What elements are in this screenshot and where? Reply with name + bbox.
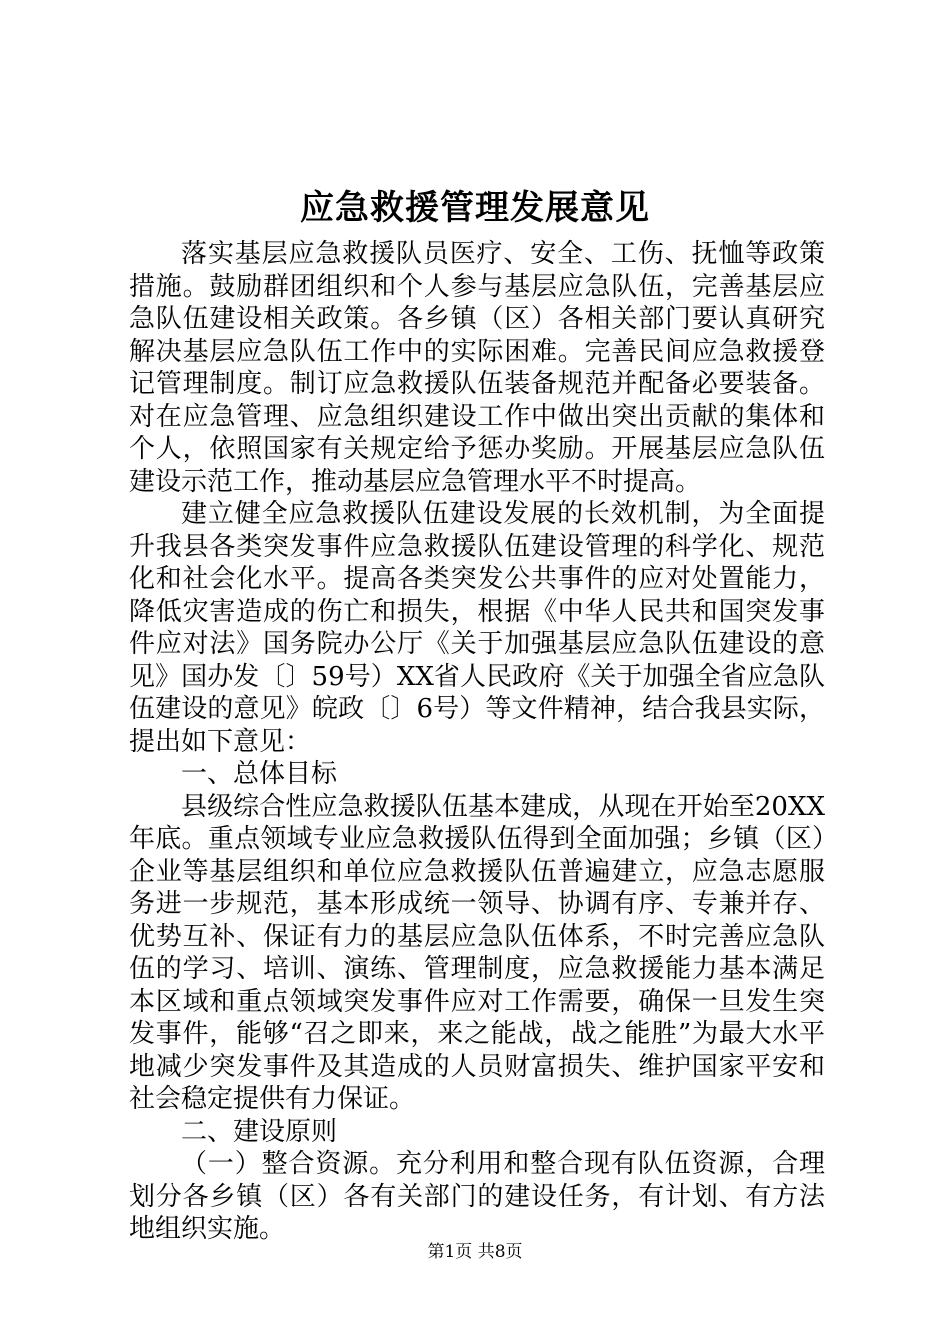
document-body [129,238,825,1246]
document-title: 应急救援管理发展意见 [300,188,650,228]
section-heading-1: 一、总体目标 [181,759,338,789]
section-heading-2: 二、建设原则 [181,1116,338,1147]
paragraph-1: 落实基层应急救援队员医疗、安全、工伤、抚恤等政策措施。鼓励群团组织和个人参与基层应急队伍，完善基层应急队伍建设相关政策。各乡镇（区）各相关部门要认真研究解决基层应急队伍工作中的实际困难。完善民间应急救援登记管理制度。制订应急救援队伍装备规范并配备必要装备。对在应急管理、应急组织建设工作中做出突出贡献的集体和个人，依照国家有关规定给予惩办奖励。开展基层应急队伍建设示范工作，推动基层应急管理水平不时提高。 [129,239,825,497]
page-number-footer: 第1页 共8页 [427,1242,523,1262]
paragraph-3: 县级综合性应急救援队伍基本建成，从现在开始至20XX年底。重点领域专业应急救援队伍得到全面加强；乡镇（区）企业等基层组织和单位应急救援队伍普遍建立，应急志愿服务进一步规范，基本形成统一领导、协调有序、专兼并存、优势互补、保证有力的基层应急队伍体系，不时完善应急队伍的学习、培训、演练、管理制度，应急救援能力基本满足本区域和重点领域突发事件应对工作需要，确保一旦发生突发事件，能够“召之即来，来之能战，战之能胜”为最大水平地减少突发事件及其造成的人员财富损失、维护国家平安和社会稳定提供有力保证。 [129,791,825,1114]
paragraph-4: （一）整合资源。充分利用和整合现有队伍资源，合理划分各乡镇（区）各有关部门的建设任务，有计划、有方法地组织实施。 [129,1149,825,1244]
paragraph-2: 建立健全应急救援队伍建设发展的长效机制，为全面提升我县各类突发事件应急救援队伍建设管理的科学化、规范化和社会化水平。提高各类突发公共事件的应对处置能力，降低灾害造成的伤亡和损失，根据《中华人民共和国突发事件应对法》国务院办公厅《关于加强基层应急队伍建设的意见》国办发〔〕59号）XX省人民政府《关于加强全省应急队伍建设的意见》皖政〔〕6号）等文件精神，结合我县实际，提出如下意见： [129,499,825,757]
